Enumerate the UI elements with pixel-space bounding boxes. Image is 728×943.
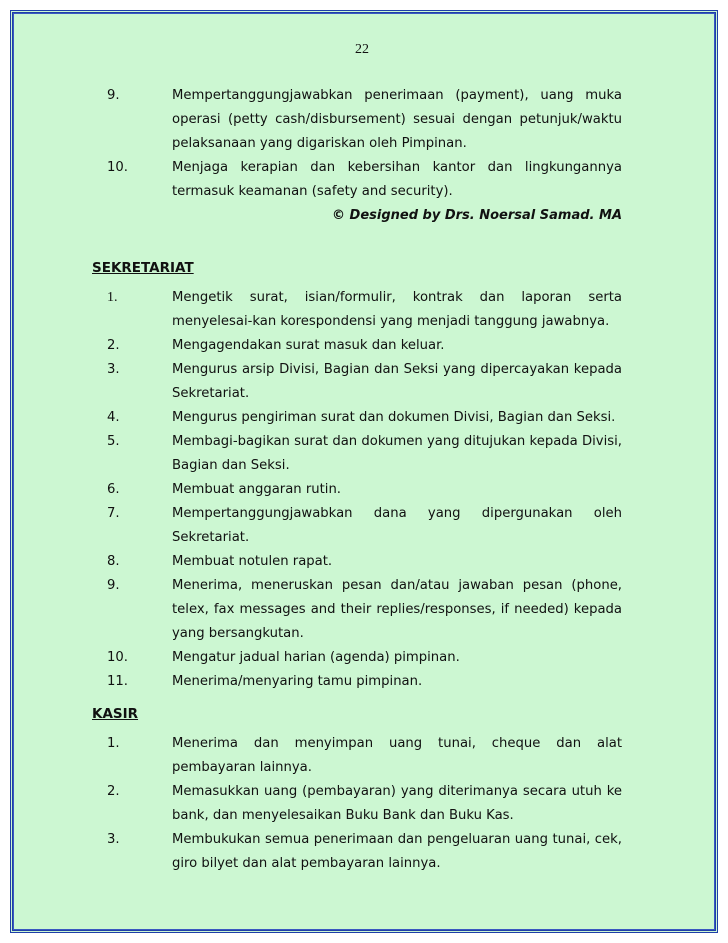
item-number: 9. <box>107 578 120 593</box>
item-text: Mengagendakan surat masuk dan keluar. <box>172 338 445 353</box>
list-item <box>92 84 622 156</box>
item-text: Menerima dan menyimpan uang tunai, cheque dan alat pembayaran lainnya. <box>172 736 622 775</box>
item-text: Mengetik surat, isian/formulir, kontrak dan laporan serta menyelesai-kan korespondensi yang menjadi tanggung jawabnya. <box>172 290 622 329</box>
item-text: Menerima/menyaring tamu pimpinan. <box>172 674 423 689</box>
item-number: 11. <box>107 674 128 689</box>
list-item <box>92 828 622 876</box>
list-item <box>92 780 622 828</box>
item-text: Membuat anggaran rutin. <box>172 482 341 497</box>
item-number: 10. <box>107 160 128 175</box>
item-text: Mempertanggungjawabkan penerimaan (payment), uang muka operasi (petty cash/disbursement) sesuai dengan petunjuk/waktu pelaksanaan yang digariskan oleh Pimpinan. <box>172 88 622 151</box>
list-item <box>92 550 622 574</box>
item-text: Membuat notulen rapat. <box>172 554 333 569</box>
item-number: 8. <box>107 554 120 569</box>
intro-list <box>92 84 622 228</box>
item-text: Menjaga kerapian dan kebersihan kantor dan lingkungannya termasuk keamanan (safety and security). <box>172 160 622 199</box>
page-number: 22 <box>355 42 369 57</box>
item-text: Mempertanggungjawabkan dana yang dipergunakan oleh Sekretariat. <box>172 506 622 545</box>
list-item <box>92 430 622 478</box>
section-heading: SEKRETARIAT <box>92 260 194 276</box>
design-credit: © Designed by Drs. Noersal Samad. MA <box>332 208 622 223</box>
list-item <box>92 574 622 646</box>
section-kasir <box>92 702 622 876</box>
item-text: Memasukkan uang (pembayaran) yang diterimanya secara utuh ke bank, dan menyelesaikan Buku Bank dan Buku Kas. <box>172 784 622 823</box>
list-item <box>92 670 622 694</box>
list-item <box>92 646 622 670</box>
item-text: Mengurus arsip Divisi, Bagian dan Seksi yang dipercayakan kepada Sekretariat. <box>172 362 622 401</box>
item-number: 2. <box>107 338 120 353</box>
item-number: 4. <box>107 410 120 425</box>
item-number: 5. <box>107 434 120 449</box>
item-number: 1. <box>107 736 120 751</box>
list-item <box>92 502 622 550</box>
item-number: 10. <box>107 650 128 665</box>
item-number: 1. <box>107 290 118 305</box>
item-number: 3. <box>107 832 120 847</box>
list-item <box>92 732 622 780</box>
section-heading: KASIR <box>92 706 139 722</box>
item-text: Mengatur jadual harian (agenda) pimpinan. <box>172 650 460 665</box>
item-text: Menerima, meneruskan pesan dan/atau jawaban pesan (phone, telex, fax messages and their replies/responses, if needed) kepada yang bersangkutan. <box>172 578 622 641</box>
list-item <box>92 334 622 358</box>
list-item <box>92 358 622 406</box>
item-number: 2. <box>107 784 120 799</box>
item-number: 7. <box>107 506 120 521</box>
list-item <box>92 156 622 204</box>
item-number: 9. <box>107 88 120 103</box>
list-item <box>92 406 622 430</box>
item-text: Membagi-bagikan surat dan dokumen yang ditujukan kepada Divisi, Bagian dan Seksi. <box>172 434 622 473</box>
list-item <box>92 478 622 502</box>
section-sekretariat <box>92 256 622 694</box>
item-text: Mengurus pengiriman surat dan dokumen Divisi, Bagian dan Seksi. <box>172 410 616 425</box>
list-item <box>92 286 622 334</box>
item-text: Membukukan semua penerimaan dan pengeluaran uang tunai, cek, giro bilyet dan alat pembayaran lainnya. <box>172 832 622 871</box>
item-number: 6. <box>107 482 120 497</box>
item-number: 3. <box>107 362 120 377</box>
